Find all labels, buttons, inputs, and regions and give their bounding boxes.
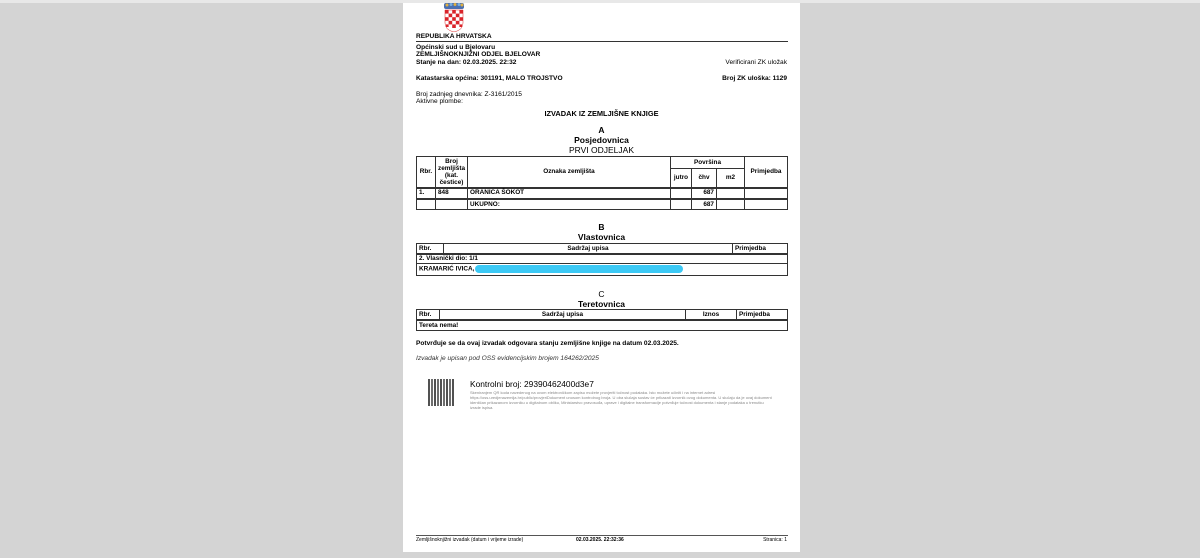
total-label: UKUPNO: xyxy=(468,199,671,210)
total-row xyxy=(417,199,788,210)
encumbrance-table xyxy=(416,309,788,331)
control-number: Kontrolni broj: 29390462400d3e7 xyxy=(470,379,594,389)
cell-empty xyxy=(436,199,468,210)
footer-label: Zemljišnoknjižni izvadak (datum i vrijeme izrade) xyxy=(416,537,524,543)
cell-empty xyxy=(671,199,692,210)
col-amount: Iznos xyxy=(686,310,737,320)
col-m2: m2 xyxy=(717,169,745,188)
col-remark: Primjedba xyxy=(737,310,788,320)
section-c-title: Teretovnica xyxy=(577,299,626,309)
col-remark: Primjedba xyxy=(733,244,788,254)
no-encumbrances: Tereta nema! xyxy=(417,320,788,331)
header-divider xyxy=(416,41,788,42)
section-b-letter: B xyxy=(598,222,605,232)
col-remark: Primjedba xyxy=(745,157,788,188)
department-name: ZEMLJIŠNOKNJIŽNI ODJEL BJELOVAR xyxy=(416,51,541,58)
state-date: Stanje na dan: 02.03.2025. 22:32 xyxy=(416,59,517,66)
section-a-letter: A xyxy=(598,125,605,135)
zk-number: Broj ZK uloška: 1129 xyxy=(722,75,787,82)
possession-table xyxy=(416,156,788,210)
col-land-designation: Oznaka zemljišta xyxy=(468,157,671,188)
cell-empty xyxy=(745,199,788,210)
col-parcel-number: Broj zemljišta (kat. čestice) xyxy=(436,157,468,188)
cell-empty xyxy=(417,199,436,210)
document-title: IZVADAK IZ ZEMLJIŠNE KNJIGE xyxy=(544,109,659,118)
owner-row xyxy=(417,264,788,276)
oss-note: Izvadak je upisan pod OSS evidencijskim brojem 164262/2025 xyxy=(416,355,599,362)
redacted-owner-details xyxy=(475,265,683,273)
verification-fine-print: Skeniranjem QR koda navedenog na ovom elektroničkom zapisu možete provjeriti točnost podataka. Isto možete učiniti i na internet adresi https://oss.uredjenazemlja.hr/public/provjeriDokument unosom kontrolnog broja. U oba slučaja sustav će prikazati izvornik ovog dokumenta. U slučaju da je ovaj dokument identičan prikazanom izvorniku u digitalnom obliku, Ministarstvo pravosuđa, uprave i digitalne transformacije potvrđuje točnost dokumenta i stanje podataka u trenutku izrade ispisa. xyxy=(470,390,772,410)
footer-datetime: 02.03.2025. 22:32:36 xyxy=(576,537,624,543)
section-a-title: Posjedovnica xyxy=(574,135,629,145)
verified-label: Verificirani ZK uložak xyxy=(725,59,787,66)
col-rbr: Rbr. xyxy=(417,310,440,320)
col-jutro: jutro xyxy=(671,169,692,188)
owner-name: KRAMARIĆ IVICA, xyxy=(419,266,475,274)
col-area: Površina xyxy=(671,157,745,169)
footer-page-number: Stranica: 1 xyxy=(763,537,787,543)
col-rbr: Rbr. xyxy=(417,244,444,254)
cell-empty xyxy=(717,199,745,210)
ownership-table xyxy=(416,243,788,276)
footer-divider xyxy=(416,535,788,536)
document-page xyxy=(403,3,800,552)
qr-code-icon xyxy=(428,379,454,406)
confirmation-text: Potvrđuje se da ovaj izvadak odgovara stanju zemljišne knjige na datum 02.03.2025. xyxy=(416,340,679,347)
ownership-share: 2. Vlasnički dio: 1/1 xyxy=(417,254,788,264)
court-name: Općinski sud u Bjelovaru xyxy=(416,44,496,51)
cell-remark xyxy=(745,188,788,199)
cell-rbr: 1. xyxy=(417,188,436,199)
cell-jutro xyxy=(671,188,692,199)
col-rbr: Rbr. xyxy=(417,157,436,188)
cadastral-municipality: Katastarska općina: 301191, MALO TROJSTVO xyxy=(416,75,563,82)
country-name: REPUBLIKA HRVATSKA xyxy=(416,33,492,40)
col-entry-content: Sadržaj upisa xyxy=(444,244,733,254)
section-a-subtitle: PRVI ODJELJAK xyxy=(568,145,635,155)
croatian-coat-of-arms-icon xyxy=(443,3,465,32)
section-b-title: Vlastovnica xyxy=(577,232,626,242)
active-seals: Aktivne plombe: xyxy=(416,98,463,105)
cell-m2 xyxy=(717,188,745,199)
cell-land-designation: ORANICA ŠOKOT xyxy=(468,188,671,199)
table-row xyxy=(417,188,788,199)
total-chv: 687 xyxy=(692,199,717,210)
col-chv: čhv xyxy=(692,169,717,188)
col-entry-content: Sadržaj upisa xyxy=(440,310,686,320)
cell-chv: 687 xyxy=(692,188,717,199)
section-c-letter: C xyxy=(598,289,605,299)
last-journal-number: Broj zadnjeg dnevnika: Z-3161/2015 xyxy=(416,91,522,98)
cell-parcel-number: 848 xyxy=(436,188,468,199)
